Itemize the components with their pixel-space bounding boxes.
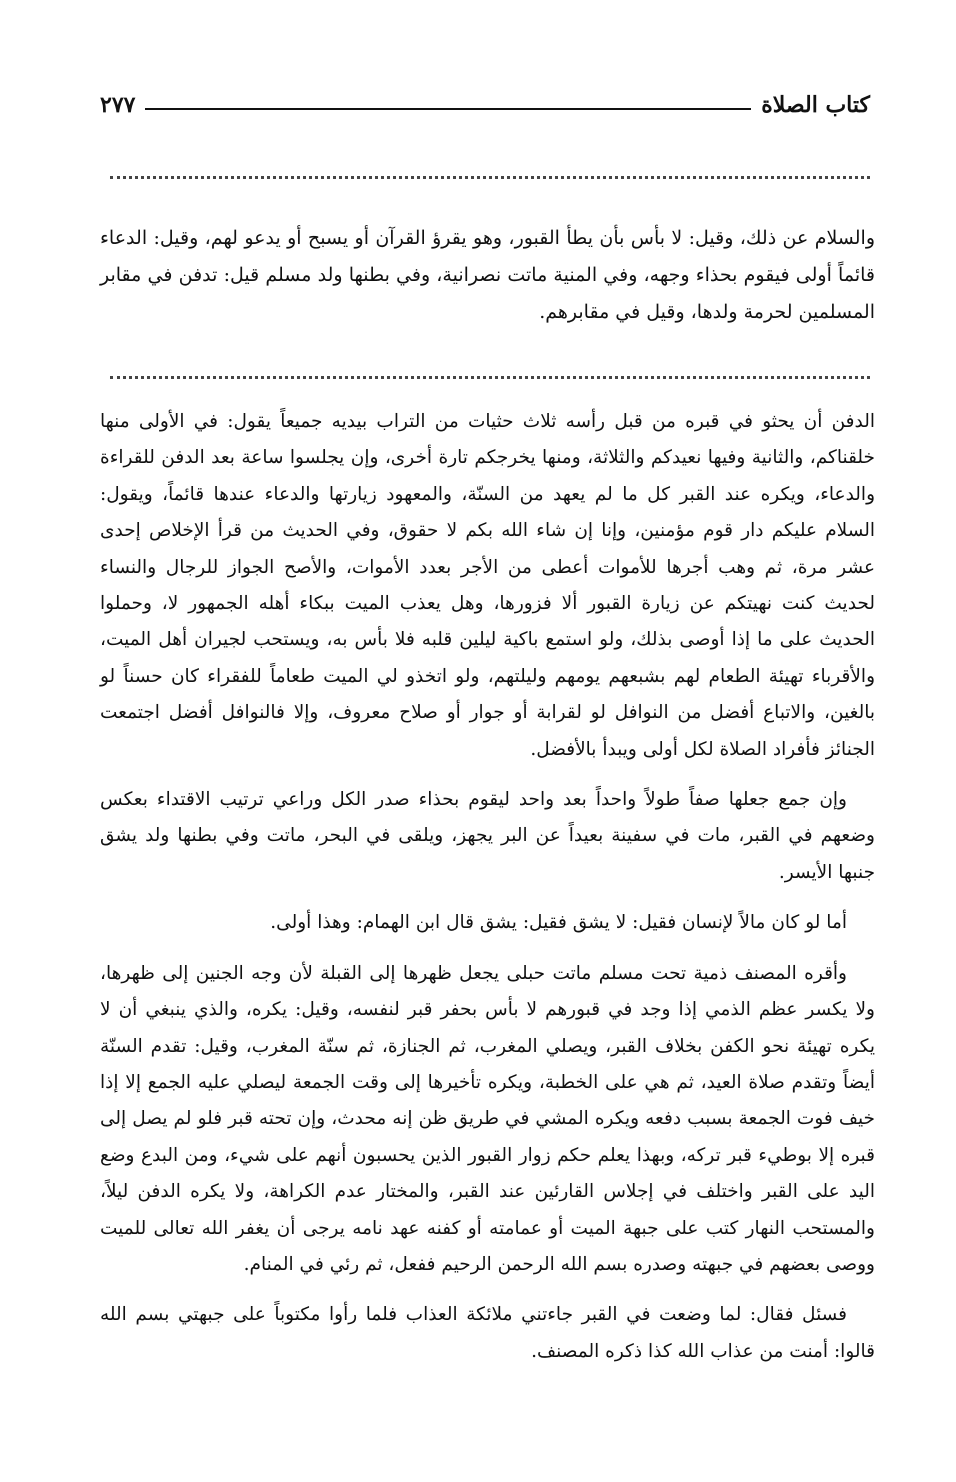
chapter-title: كتاب الصلاة [761, 92, 870, 118]
dotted-separator-middle [110, 376, 870, 381]
upper-paragraph: والسلام عن ذلك، وقيل: لا بأس بأن يطأ القبور، وهو يقرؤ القرآن أو يسبح أو يدعو لهم، وقيل: الدعاء قائماً أولى فيقوم بحذاء وجهه، وفي المنية ماتت نصرانية، وفي بطنها ولد مسلم قيل: تدفن في مقابر المسلمين لحرمة ولدها، وقيل في مقابرهم. [100, 227, 875, 323]
commentary-paragraph-4: وأقره المصنف ذمية تحت مسلم ماتت حبلى يجعل ظهرها إلى القبلة لأن وجه الجنين إلى ظهرها، ولا يكسر عظم الذمي إذا وجد في قبورهم لا بأس بحفر قبر لنفسه، وقيل: يكره، والذي ينبغي أن لا يكره تهيئة نحو الكفن بخلاف القبر، ويصلي المغرب، ثم الجنازة، ثم سنّة المغرب، وقيل: تقدم السنّة أيضاً وتقدم صلاة العيد، ثم هي على الخطبة، ويكره تأخيرها إلى وقت الجمعة ليصلي عليه الجمع إلا إذا خيف فوت الجمعة بسبب دفعه ويكره المشي في طريق ظن إنه محدث، وإن تحته قبر فلو لم يصل إلى قبره إلا بوطيء قبر تركه، وبهذا يعلم حكم زوار القبور الذين يحسبون أنهم على شيء، ومن البدع وضع اليد على القبر واختلف في إجلاس القارئين عند القبر، والمختار عدم الكراهة، ولا يكره الدفن ليلاً، والمستحب النهار كتب على جبهة الميت أو عمامته أو كفنه عهد نامه يرجى أن يغفر الله تعالى للميت ووصى بعضهم في جبهته وصدره بسم الله الرحمن الرحيم ففعل، ثم رئي في المنام. [100, 962, 875, 1275]
upper-text-block [100, 220, 875, 345]
commentary-paragraph-2: وإن جمع جعلها صفاً طولاً واحداً بعد واحد ليقوم بحذاء صدر الكل وراعي ترتيب الاقتداء بعكس وضعهم في القبر، مات في سفينة بعيداً عن البر يجهز، ويلقى في البحر، ماتت وفي بطنها ولد يشق جنبها الأيسر. [100, 789, 875, 883]
commentary-text-block [100, 404, 875, 1384]
commentary-paragraph-1: الدفن أن يحثو في قبره من قبل رأسه ثلاث حثيات من التراب بيديه جميعاً يقول: في الأولى منها خلقناكم، والثانية وفيها نعيدكم والثلاثة، ومنها يخرجكم تارة أخرى، وإن يجلسوا ساعة بعد الدفن للقراءة والدعاء، ويكره عند القبر كل ما لم يعهد من السنّة، والمعهود زيارتها والدعاء عندها قائماً، ويقول: السلام عليكم دار قوم مؤمنين، وإنا إن شاء الله بكم لا حقوق، وفي الحديث من قرأ الإخلاص إحدى عشر مرة، ثم وهب أجرها للأموات أعطى من الأجر بعدد الأموات، والأصح الجواز للرجال والنساء لحديث كنت نهيتكم عن زيارة القبور ألا فزورها، وهل يعذب الميت ببكاء أهله الجمهور لا، وحملوا الحديث على ما إذا أوصى بذلك، ولو استمع باكية ليلين قلبه فلا بأس به، ويستحب لجيران أهل الميت، والأقرباء تهيئة الطعام لهم بشبعهم يومهم وليلتهم، ولو اتخذو لي الميت طعاماً للفقراء كان حسناً لو بالغين، والاتباع أفضل من النوافل لو لقرابة أو جوار أو صلاح معروف، وإلا فالنوافل أفضل اجتمعت الجنائز فأفراد الصلاة لكل أولى ويبدأ بالأفضل. [100, 411, 875, 760]
commentary-paragraph-3: أما لو كان مالاً لإنسان فقيل: لا يشق فقيل: يشق قال ابن الهمام: وهذا أولى. [270, 912, 847, 934]
commentary-paragraph-5: فسئل فقال: لما وضعت في القبر جاءتني ملائكة العذاب فلما رأوا مكتوباً على جبهتي بسم الله قالوا: أمنت من عذاب الله كذا ذكره المصنف. [100, 1304, 875, 1362]
page-number: ٢٧٧ [100, 92, 136, 118]
header-rule [145, 108, 751, 110]
running-header [100, 88, 870, 122]
dotted-separator-top [110, 176, 870, 181]
